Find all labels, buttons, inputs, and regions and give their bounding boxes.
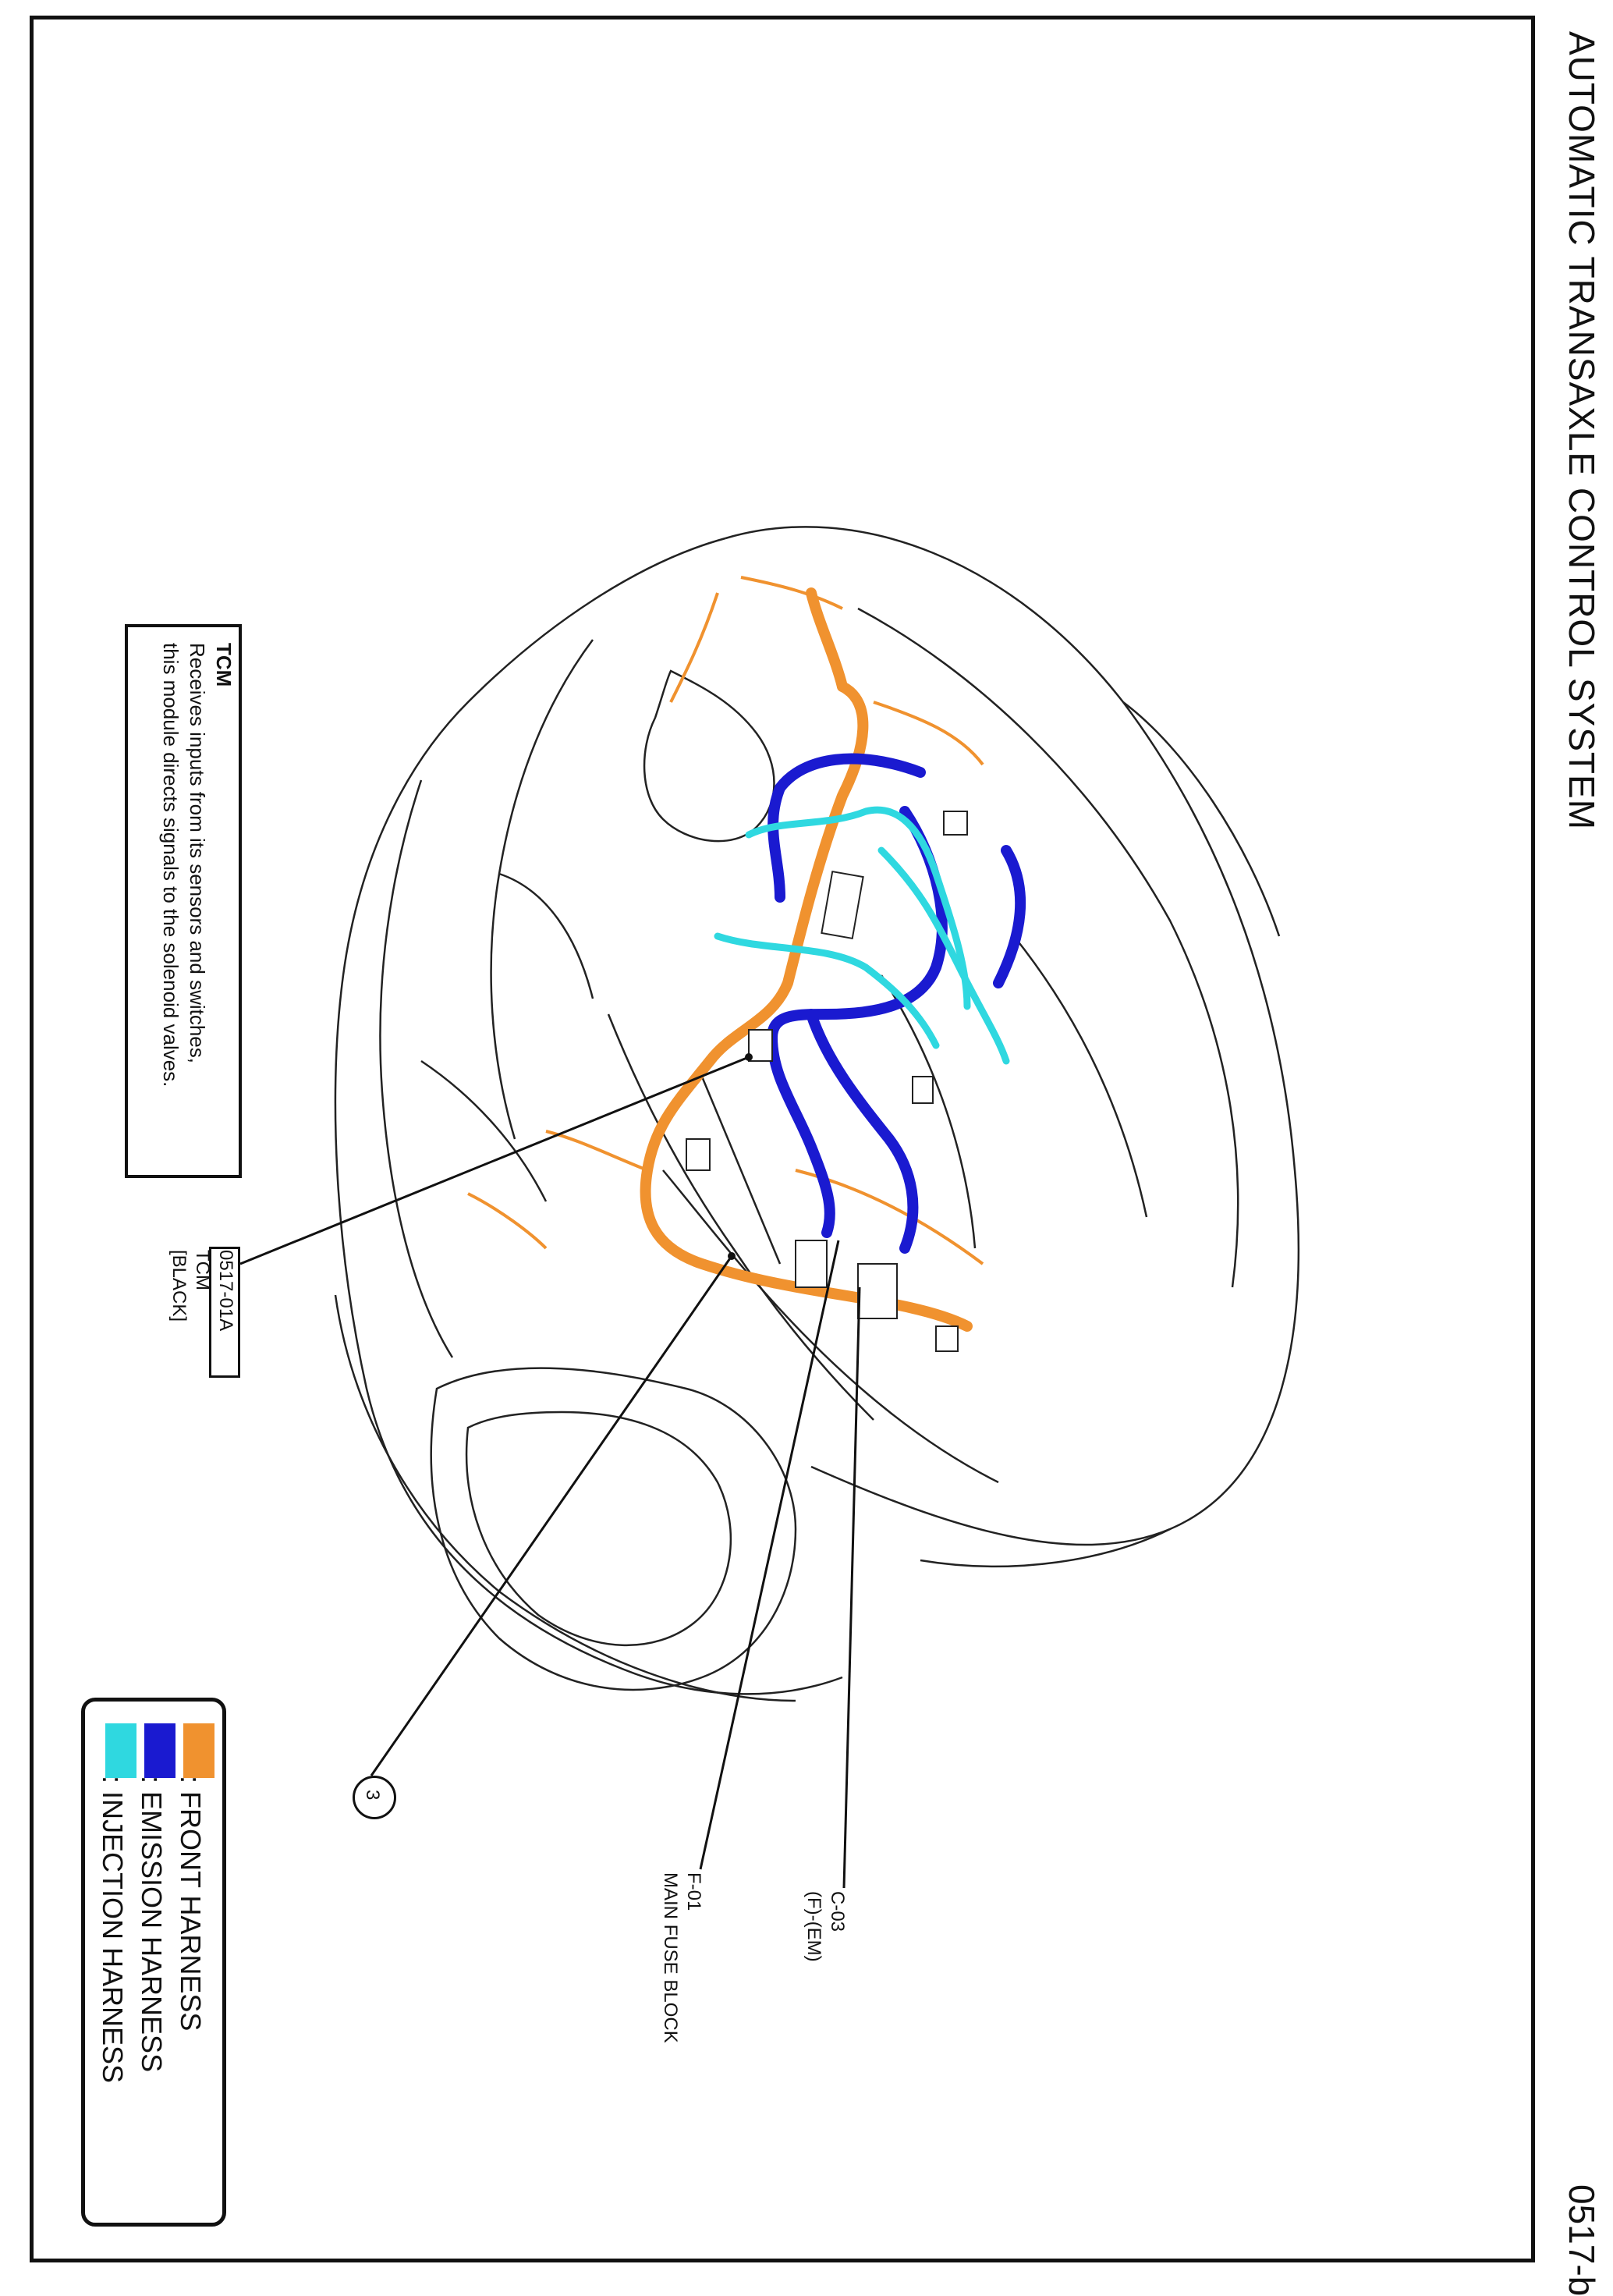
connector-name: (F)-(EM)	[803, 1891, 824, 1962]
injection-harness-label: : INJECTION HARNESS	[97, 1776, 129, 2084]
tcm-description-line2: this module directs signals to the solenoid valves.	[159, 643, 183, 1088]
fuse-block-code: F-01	[683, 1872, 704, 1911]
tcm-description-box	[125, 624, 242, 1178]
tcm-name: TCM	[192, 1250, 213, 1290]
callout-leaders	[240, 1057, 860, 1888]
tcm-callout	[167, 1250, 237, 1331]
page-title: AUTOMATIC TRANSAXLE CONTROL SYSTEM	[1562, 31, 1602, 831]
injection-harness-swatch	[105, 1723, 136, 1778]
tcm-description-line1: Receives inputs from its sensors and switches,	[186, 643, 209, 1063]
tcm-leader-dot	[745, 1053, 753, 1061]
tcm-description	[158, 643, 237, 1087]
emission-harness-swatch	[144, 1723, 175, 1778]
page-code: 0517-b	[1562, 2184, 1602, 2296]
front-harness-route	[646, 593, 967, 1326]
tcm-code: 0517-01A	[215, 1250, 236, 1332]
front-harness-swatch	[183, 1723, 214, 1778]
vehicle-outline	[335, 527, 1299, 1701]
fuse-block-name: MAIN FUSE BLOCK	[660, 1872, 681, 2043]
emission-harness-label: : EMISSION HARNESS	[136, 1776, 168, 2073]
reference-number: 3	[362, 1790, 383, 1801]
connector-code: C-03	[827, 1891, 848, 1932]
ref-leader-dot	[728, 1252, 736, 1260]
front-harness-label: : FRONT HARNESS	[175, 1776, 207, 2032]
connector-callout	[802, 1891, 849, 1962]
fuse-block-callout	[658, 1872, 705, 2043]
tcm-color: [BLACK]	[168, 1250, 190, 1322]
tcm-description-title: TCM	[212, 643, 236, 687]
